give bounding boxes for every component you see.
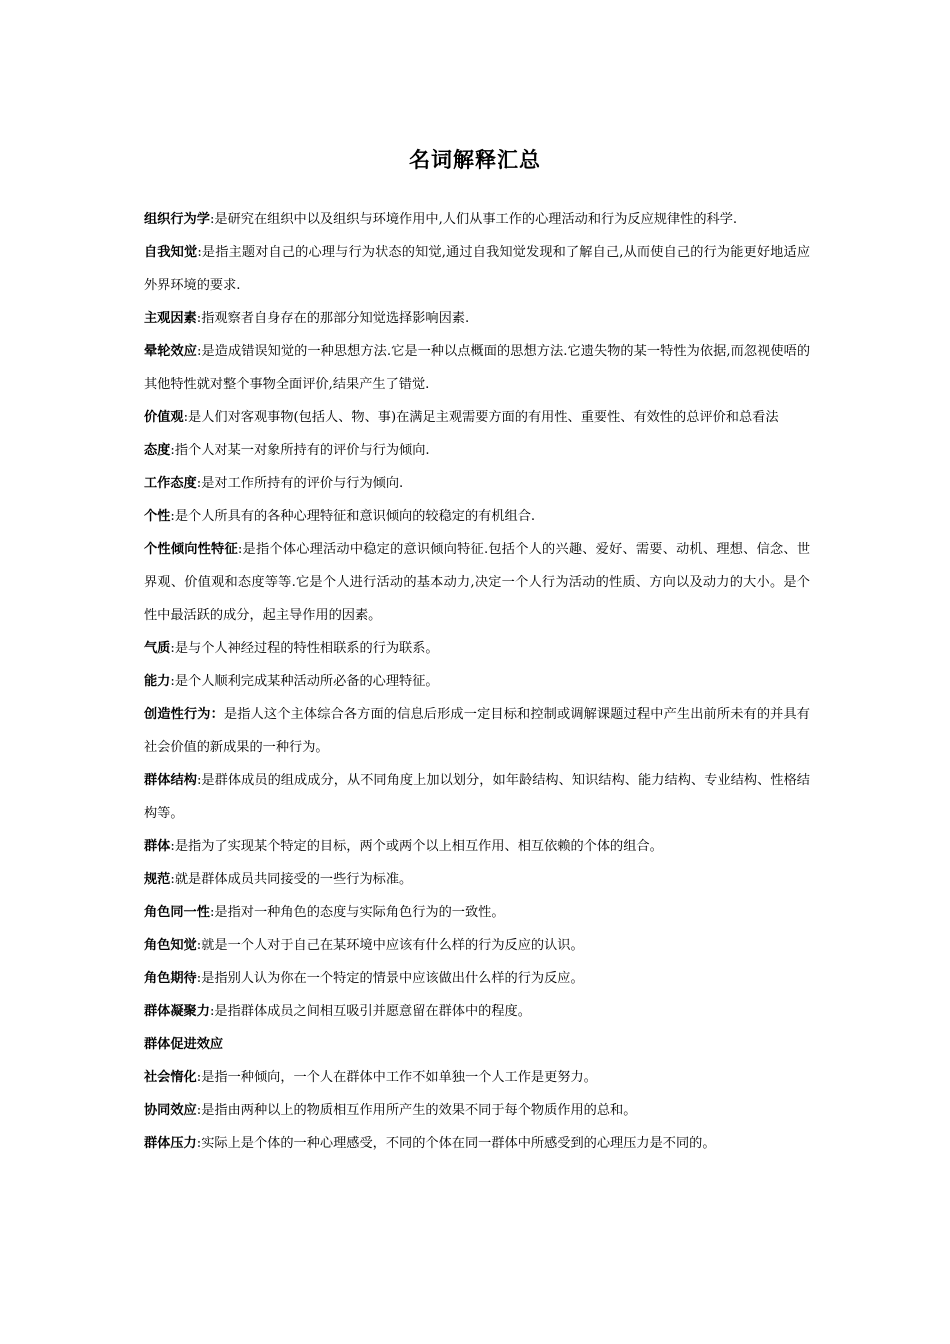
glossary-entry: [144, 500, 810, 533]
glossary-entry: [144, 1094, 810, 1127]
glossary-entry: [144, 434, 810, 467]
glossary-definition: :就是一个人对于自己在某环境中应该有什么样的行为反应的认识。: [196, 938, 584, 953]
glossary-term: 角色同一性: [144, 905, 210, 920]
glossary-entry: [144, 467, 810, 500]
glossary-definition: :是与个人神经过程的特性相联系的行为联系。: [170, 641, 439, 656]
glossary-entry: [144, 1061, 810, 1094]
glossary-term: 群体凝聚力: [144, 1004, 210, 1019]
glossary-list: [144, 203, 810, 1160]
glossary-definition: :是指主题对自己的心理与行为状态的知觉,通过自我知觉发现和了解自己,从而使自己的行为能更好地适应外界环境的要求.: [144, 245, 811, 293]
glossary-term: 组织行为学: [144, 212, 210, 227]
glossary-entry: [144, 896, 810, 929]
glossary-definition: 是指人这个主体综合各方面的信息后形成一定目标和控制或调解课题过程中产生出前所未有的并具有社会价值的新成果的一种行为。: [144, 707, 810, 755]
glossary-definition: :指观察者自身存在的那部分知觉选择影响因素.: [196, 311, 470, 326]
glossary-entry: [144, 698, 810, 764]
glossary-entry: [144, 236, 810, 302]
glossary-entry: [144, 401, 810, 434]
glossary-term: 主观因素: [144, 311, 197, 326]
glossary-entry: [144, 1127, 810, 1160]
glossary-term: 规范: [144, 872, 171, 887]
glossary-definition: :是群体成员的组成成分，从不同角度上加以划分，如年龄结构、知识结构、能力结构、专业结构、性格结构等。: [144, 773, 810, 821]
glossary-term: 群体压力: [144, 1136, 197, 1151]
glossary-entry: [144, 929, 810, 962]
glossary-definition: :是指为了实现某个特定的目标，两个或两个以上相互作用、相互依赖的个体的组合。: [170, 839, 663, 854]
glossary-term: 价值观: [144, 410, 184, 425]
glossary-entry: [144, 533, 810, 632]
glossary-definition: :指个人对某一对象所持有的评价与行为倾向.: [170, 443, 430, 458]
glossary-definition: :是个人顺利完成某种活动所必备的心理特征。: [170, 674, 439, 689]
glossary-entry: [144, 1028, 810, 1061]
glossary-term: 群体促进效应: [144, 1037, 224, 1052]
glossary-term: 社会惰化: [144, 1070, 197, 1085]
glossary-definition: :就是群体成员共同接受的一些行为标准。: [170, 872, 413, 887]
glossary-term: 个性倾向性特征: [144, 542, 238, 557]
glossary-term: 态度: [144, 443, 171, 458]
glossary-term: 群体: [144, 839, 171, 854]
glossary-term: 角色期待: [144, 971, 197, 986]
glossary-entry: [144, 962, 810, 995]
glossary-term: 创造性行为：: [144, 707, 224, 722]
glossary-definition: :是研究在组织中以及组织与环境作用中,人们从事工作的心理活动和行为反应规律性的科学.: [209, 212, 738, 227]
glossary-term: 晕轮效应: [144, 344, 197, 359]
glossary-term: 工作态度: [144, 476, 197, 491]
glossary-entry: [144, 764, 810, 830]
glossary-entry: [144, 665, 810, 698]
glossary-term: 气质: [144, 641, 171, 656]
glossary-term: 个性: [144, 509, 171, 524]
glossary-definition: :是对工作所持有的评价与行为倾向.: [196, 476, 404, 491]
glossary-term: 群体结构: [144, 773, 197, 788]
glossary-entry: [144, 830, 810, 863]
glossary-entry: [144, 335, 810, 401]
glossary-definition: :是指个体心理活动中稳定的意识倾向特征.包括个人的兴趣、爱好、需要、动机、理想、信念、世界观、价值观和态度等等.它是个人进行活动的基本动力,决定一个人行为活动的性质、方向以及动力的大小。是个性中最活跃的成分，起主导作用的因素。: [144, 542, 811, 623]
glossary-entry: [144, 203, 810, 236]
glossary-definition: :是指对一种角色的态度与实际角色行为的一致性。: [209, 905, 505, 920]
glossary-definition: :是造成错误知觉的一种思想方法.它是一种以点概面的思想方法.它遗失物的某一特性为依据,而忽视使唔的其他特性就对整个事物全面评价,结果产生了错觉.: [144, 344, 811, 392]
glossary-entry: [144, 302, 810, 335]
glossary-term: 能力: [144, 674, 171, 689]
glossary-definition: :是指由两种以上的物质相互作用所产生的效果不同于每个物质作用的总和。: [196, 1103, 637, 1118]
glossary-definition: :是指别人认为你在一个特定的情景中应该做出什么样的行为反应。: [196, 971, 584, 986]
glossary-entry: [144, 863, 810, 896]
glossary-definition: :是个人所具有的各种心理特征和意识倾向的较稳定的有机组合.: [170, 509, 536, 524]
glossary-definition: :是指群体成员之间相互吸引并愿意留在群体中的程度。: [209, 1004, 531, 1019]
glossary-definition: :实际上是个体的一种心理感受，不同的个体在同一群体中所感受到的心理压力是不同的。: [196, 1136, 716, 1151]
glossary-term: 协同效应: [144, 1103, 197, 1118]
document-title: 名词解释汇总: [409, 147, 541, 172]
glossary-definition: :是人们对客观事物(包括人、物、事)在满足主观需要方面的有用性、重要性、有效性的总评价和总看法: [183, 410, 779, 425]
glossary-term: 自我知觉: [144, 245, 198, 260]
glossary-entry: [144, 995, 810, 1028]
glossary-entry: [144, 632, 810, 665]
glossary-term: 角色知觉: [144, 938, 197, 953]
glossary-definition: :是指一种倾向，一个人在群体中工作不如单独一个人工作是更努力。: [196, 1070, 597, 1085]
